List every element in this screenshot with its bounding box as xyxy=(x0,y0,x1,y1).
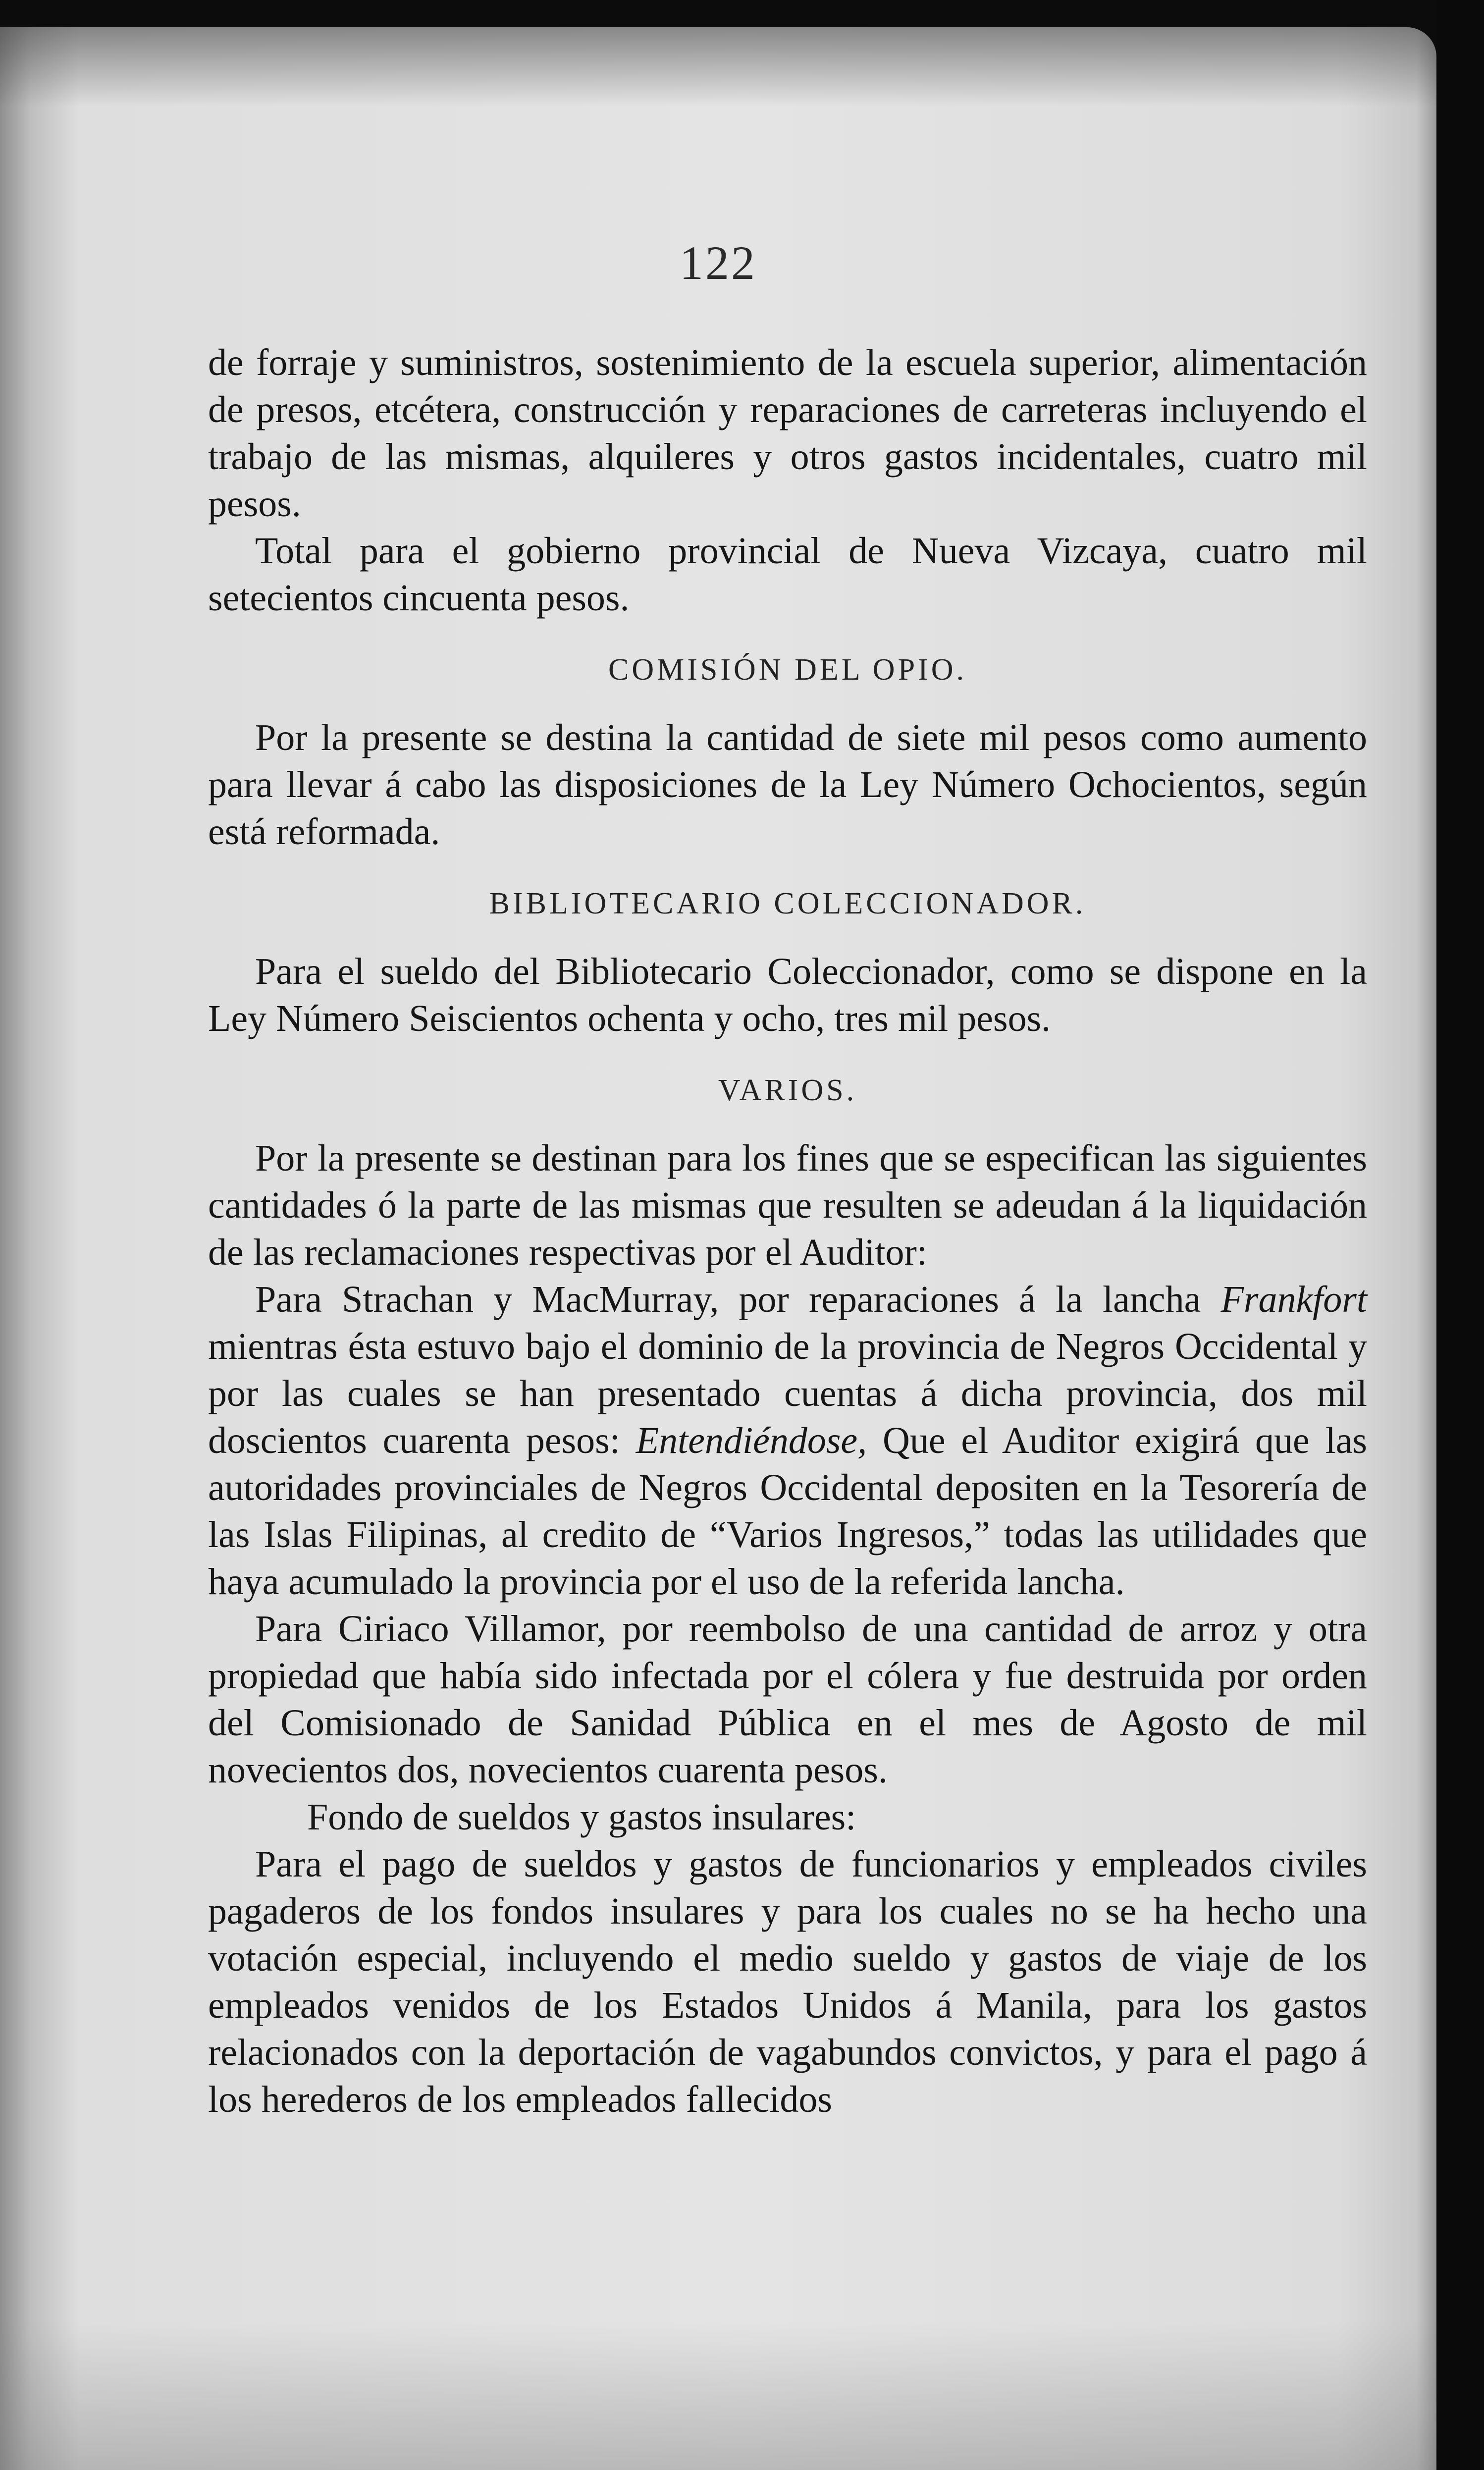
section-heading-bibliotecario: BIBLIOTECARIO COLECCIONADOR. xyxy=(489,887,1086,920)
paragraph-villamor: Para Ciriaco Villamor, por reembolso de una cantidad de arroz y otra propiedad que había sido infectada por el cólera y fue destruida por orden del Comisionado de Sanidad Pública en el mes de Agosto de mil novecientos dos, novecientos cuarenta pesos. xyxy=(208,1608,1367,1791)
page-number: 122 xyxy=(680,236,757,289)
document-body xyxy=(208,339,1367,2123)
paragraph-forraje: de forraje y suministros, sostenimiento de la escuela superior, alimentación de presos, etcétera, construcción y reparaciones de carreteras incluyendo el trabajo de las mismas, alquileres y otros gastos incidentales, cuatro mil pesos. xyxy=(208,342,1367,525)
paragraph-opio: Por la presente se destina la cantidad de siete mil pesos como aumento para llevar á cabo las disposiciones de la Ley Número Ochocientos, según está reformada. xyxy=(208,717,1367,853)
entendiendose-term: Entendiéndose, xyxy=(636,1420,867,1461)
paragraph-fondo-sueldos: Fondo de sueldos y gastos insulares: xyxy=(307,1796,856,1838)
strachan-text-c: mientras ésta estuvo bajo el dominio de la provincia de Negros Occidental y por las cuales se han presentado cuentas á dicha provincia, dos mil doscientos cuarenta pesos: xyxy=(208,1326,1367,1461)
paragraph-strachan xyxy=(208,1276,1367,1606)
paragraph-bibliotecario: Para el sueldo del Bibliotecario Coleccionador, como se dispone en la Ley Número Seiscientos ochenta y ocho, tres mil pesos. xyxy=(208,951,1367,1039)
lancha-name: Frankfort xyxy=(1220,1279,1367,1320)
section-heading-varios: VARIOS. xyxy=(718,1074,857,1107)
strachan-text-a: Para Strachan y MacMurray, por reparaciones á la lancha xyxy=(255,1279,1221,1320)
paragraph-pago-sueldos: Para el pago de sueldos y gastos de funcionarios y empleados civiles pagaderos de los fondos insulares y para los cuales no se ha hecho una votación especial, incluyendo el medio sueldo y gastos de viaje de los empleados venidos de los Estados Unidos á Manila, para los gastos relacionados con la deportación de vagabundos convictos, y para el pago á los herederos de los empleados fallecidos xyxy=(208,1843,1367,2120)
scan-edge-right xyxy=(1436,0,1484,2470)
strachan-text-e: Que el Auditor exigirá que las autoridades provinciales de Negros Occidental depositen en la Tesorería de las Islas Filipinas, al credito de “Varios Ingresos,” todas las utilidades que haya acumulado la provincia por el uso de la referida lancha. xyxy=(208,1420,1367,1603)
document-page xyxy=(0,27,1436,2470)
section-heading-opio: COMISIÓN DEL OPIO. xyxy=(608,653,967,687)
paragraph-total-nueva-vizcaya: Total para el gobierno provincial de Nueva Vizcaya, cuatro mil setecientos cincuenta pesos. xyxy=(208,530,1367,619)
paragraph-varios-intro: Por la presente se destinan para los fines que se especifican las siguientes cantidades ó la parte de las mismas que resulten se adeudan á la liquidación de las reclamaciones respectivas por el Auditor: xyxy=(208,1137,1367,1273)
